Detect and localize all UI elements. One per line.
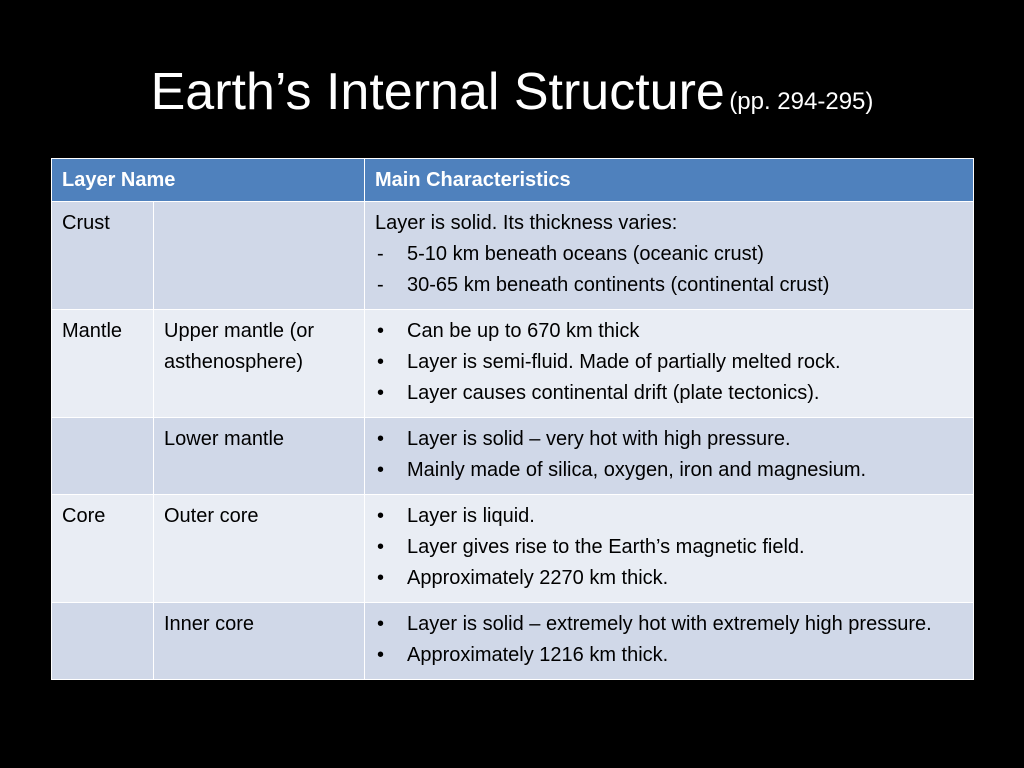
list-item (375, 501, 963, 532)
list-item-text: Mainly made of silica, oxygen, iron and magnesium. (407, 459, 867, 481)
bullet-icon: • (377, 382, 385, 404)
bullet-icon: • (377, 644, 385, 666)
list-item (375, 239, 963, 270)
layer-name (62, 603, 143, 617)
table-row (52, 603, 974, 680)
characteristics-list (375, 501, 963, 594)
characteristics-cell (365, 603, 974, 680)
table-row (52, 418, 974, 495)
layer-name-cell (52, 495, 154, 603)
sublayer-cell (154, 202, 365, 310)
characteristics-cell (365, 418, 974, 495)
list-item-text: Can be up to 670 km thick (407, 320, 640, 342)
bullet-icon: • (377, 428, 385, 450)
table-body (52, 202, 974, 680)
bullet-icon: • (377, 567, 385, 589)
list-item (375, 563, 963, 594)
characteristics-cell (365, 495, 974, 603)
table-row (52, 202, 974, 310)
characteristics-cell (365, 202, 974, 310)
list-item-text: Layer causes continental drift (plate tectonics). (407, 382, 820, 404)
list-item (375, 640, 963, 671)
bullet-icon: • (377, 351, 385, 373)
slide-title (0, 62, 1024, 122)
list-item (375, 347, 963, 378)
list-item (375, 609, 963, 640)
table-row (52, 495, 974, 603)
table-header-row (52, 159, 974, 202)
list-item-text: Approximately 1216 km thick. (407, 644, 669, 666)
sublayer-name: Outer core (164, 505, 259, 527)
layer-name-cell (52, 603, 154, 680)
list-item (375, 316, 963, 347)
bullet-icon: • (377, 505, 385, 527)
bullet-icon: • (377, 536, 385, 558)
bullet-icon: • (377, 613, 385, 635)
characteristics-list (375, 316, 963, 409)
list-item (375, 424, 963, 455)
list-item (375, 455, 963, 486)
layers-table (51, 158, 974, 680)
sublayer-name (164, 202, 354, 216)
layer-name-cell (52, 418, 154, 495)
list-item-text: 5-10 km beneath oceans (oceanic crust) (407, 243, 764, 265)
sublayer-cell (154, 310, 365, 418)
list-item-text: Layer is semi-fluid. Made of partially melted rock. (407, 351, 841, 373)
list-item-text: Approximately 2270 km thick. (407, 567, 669, 589)
layer-name-cell (52, 310, 154, 418)
header-main-characteristics: Main Characteristics (365, 159, 974, 202)
list-item-text: 30-65 km beneath continents (continental crust) (407, 274, 830, 296)
sublayer-cell (154, 495, 365, 603)
sublayer-name: Inner core (164, 613, 255, 635)
list-item (375, 378, 963, 409)
bullet-icon: • (377, 320, 385, 342)
table-row (52, 310, 974, 418)
list-item-text: Layer is liquid. (407, 505, 535, 527)
header-layer-name: Layer Name (52, 159, 365, 202)
list-item-text: Layer gives rise to the Earth’s magnetic field. (407, 536, 805, 558)
characteristics-list (375, 424, 963, 486)
list-item (375, 270, 963, 301)
sublayer-cell (154, 603, 365, 680)
characteristics-cell (365, 310, 974, 418)
bullet-icon: • (377, 459, 385, 481)
list-item-text: Layer is solid – extremely hot with extremely high pressure. (407, 613, 932, 635)
list-item-text: Layer is solid – very hot with high pressure. (407, 428, 791, 450)
characteristics-intro: Layer is solid. Its thickness varies: (375, 212, 678, 234)
layer-name: Crust (62, 212, 110, 234)
layer-name (62, 418, 143, 432)
characteristics-list (375, 609, 963, 671)
list-item (375, 532, 963, 563)
layer-name-cell (52, 202, 154, 310)
layer-name: Core (62, 505, 106, 527)
title-page-reference: (pp. 294-295) (729, 88, 874, 115)
dash-bullet-icon: - (377, 243, 384, 265)
layer-name: Mantle (62, 320, 123, 342)
title-text: Earth’s Internal Structure (150, 63, 725, 121)
sublayer-name: Upper mantle (or asthenosphere) (164, 320, 315, 373)
sublayer-name: Lower mantle (164, 428, 285, 450)
characteristics-list (375, 239, 963, 301)
sublayer-cell (154, 418, 365, 495)
dash-bullet-icon: - (377, 274, 384, 296)
